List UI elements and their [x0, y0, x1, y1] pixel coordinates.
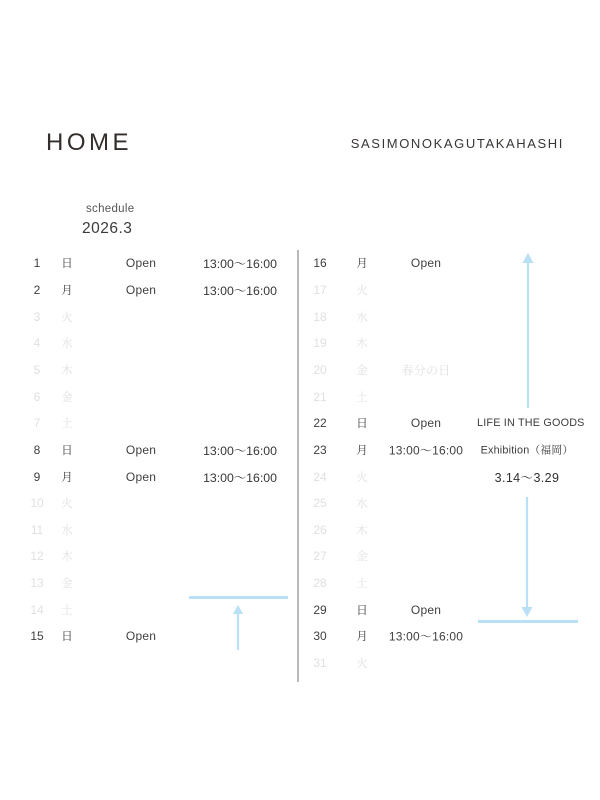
- schedule-row: [0, 410, 298, 437]
- day-number: 14: [30, 602, 44, 617]
- schedule-row: [298, 410, 600, 437]
- day-number: 15: [30, 629, 44, 644]
- time-label: 13:00〜16:00: [203, 283, 277, 298]
- schedule-label: schedule: [86, 203, 135, 215]
- time-label: 13:00〜16:00: [388, 629, 464, 644]
- weekday-label: 月: [356, 258, 368, 271]
- weekday-label: 木: [356, 338, 368, 351]
- brand-title-link[interactable]: SASIMONOKAGUTAKAHASHI: [350, 136, 564, 151]
- schedule-row: [0, 623, 298, 650]
- underline-decoration-right: [478, 620, 578, 623]
- weekday-label: 日: [356, 418, 368, 431]
- day-number: 16: [313, 256, 327, 271]
- weekday-label: 日: [356, 604, 368, 617]
- weekday-label: 火: [61, 311, 73, 324]
- day-number: 11: [30, 522, 44, 537]
- day-number: 1: [33, 256, 41, 271]
- day-number: 30: [313, 629, 327, 644]
- event-note: LIFE IN THE GOODS: [477, 417, 585, 430]
- day-number: 29: [313, 602, 327, 617]
- event-note: 3.14〜3.29: [494, 470, 560, 485]
- day-number: 31: [313, 656, 327, 671]
- underline-decoration-left: [189, 596, 288, 599]
- calendar-left-column: [0, 250, 298, 650]
- open-status: Open: [125, 256, 157, 271]
- day-number: 27: [313, 549, 327, 564]
- day-number: 3: [33, 309, 41, 324]
- arrow-up-icon: [226, 604, 250, 652]
- day-number: 8: [33, 442, 41, 457]
- day-number: 26: [313, 522, 327, 537]
- open-status: Open: [410, 416, 442, 431]
- day-number: 6: [33, 389, 41, 404]
- weekday-label: 木: [61, 364, 73, 377]
- schedule-row: [298, 490, 600, 517]
- schedule-row: [298, 650, 600, 677]
- weekday-label: 金: [61, 578, 73, 591]
- weekday-label: 水: [61, 338, 73, 351]
- open-status: Open: [125, 629, 157, 644]
- day-number: 22: [313, 416, 327, 431]
- schedule-row: [298, 570, 600, 597]
- schedule-row: [298, 437, 600, 464]
- schedule-row: [298, 250, 600, 277]
- weekday-label: 火: [61, 498, 73, 511]
- arrow-down-icon: [515, 497, 539, 619]
- calendar-right-column: [298, 250, 600, 677]
- schedule-row: [298, 517, 600, 544]
- weekday-label: 月: [61, 284, 73, 297]
- schedule-row: [0, 330, 298, 357]
- weekday-label: 木: [356, 524, 368, 537]
- weekday-label: 土: [356, 391, 368, 404]
- open-status: Open: [125, 442, 157, 457]
- weekday-label: 水: [356, 311, 368, 324]
- weekday-label: 火: [356, 658, 368, 671]
- schedule-row: [298, 277, 600, 304]
- day-number: 10: [30, 496, 44, 511]
- weekday-label: 日: [61, 258, 73, 271]
- day-number: 7: [33, 416, 41, 431]
- day-number: 12: [30, 549, 44, 564]
- schedule-row: [298, 303, 600, 330]
- day-number: 20: [313, 362, 327, 377]
- weekday-label: 火: [356, 471, 368, 484]
- event-note: Exhibition（福岡）: [480, 444, 574, 457]
- schedule-row: [0, 517, 298, 544]
- month-title: 2026.3: [82, 220, 133, 237]
- schedule-row: [298, 463, 600, 490]
- weekday-label: 金: [356, 551, 368, 564]
- day-number: 28: [313, 576, 327, 591]
- weekday-label: 月: [61, 471, 73, 484]
- weekday-label: 月: [356, 444, 368, 457]
- open-status: Open: [125, 282, 157, 297]
- schedule-row: [0, 357, 298, 384]
- schedule-row: [298, 330, 600, 357]
- weekday-label: 土: [61, 604, 73, 617]
- day-number: 23: [313, 442, 327, 457]
- weekday-label: 日: [61, 444, 73, 457]
- day-number: 5: [33, 362, 41, 377]
- time-label: 13:00〜16:00: [388, 443, 464, 458]
- day-number: 2: [33, 282, 41, 297]
- day-number: 24: [313, 469, 327, 484]
- day-number: 17: [313, 282, 327, 297]
- schedule-row: [298, 383, 600, 410]
- day-number: 4: [33, 336, 41, 351]
- day-number: 21: [313, 389, 327, 404]
- weekday-label: 水: [356, 498, 368, 511]
- arrow-up-icon: [516, 252, 540, 410]
- weekday-label: 金: [356, 364, 368, 377]
- schedule-row: [0, 250, 298, 277]
- schedule-row: [0, 570, 298, 597]
- weekday-label: 土: [356, 578, 368, 591]
- schedule-row: [0, 463, 298, 490]
- schedule-row: [298, 357, 600, 384]
- time-label: 13:00〜16:00: [203, 470, 277, 485]
- open-status: Open: [410, 602, 442, 617]
- day-number: 25: [313, 496, 327, 511]
- schedule-row: [0, 596, 298, 623]
- open-status: Open: [410, 256, 442, 271]
- schedule-row: [298, 623, 600, 650]
- schedule-row: [298, 543, 600, 570]
- time-label: 13:00〜16:00: [203, 443, 277, 458]
- open-status: Open: [125, 469, 157, 484]
- schedule-row: [0, 303, 298, 330]
- weekday-label: 金: [61, 391, 73, 404]
- day-number: 13: [30, 576, 44, 591]
- day-number: 18: [313, 309, 327, 324]
- weekday-label: 月: [356, 631, 368, 644]
- weekday-label: 火: [356, 284, 368, 297]
- weekday-label: 土: [61, 418, 73, 431]
- home-logo-link[interactable]: HOME: [46, 129, 132, 156]
- weekday-label: 木: [61, 551, 73, 564]
- schedule-row: [0, 277, 298, 304]
- day-number: 19: [313, 336, 327, 351]
- schedule-row: [0, 437, 298, 464]
- day-number: 9: [33, 469, 41, 484]
- schedule-row: [0, 383, 298, 410]
- schedule-row: [0, 490, 298, 517]
- time-label: 13:00〜16:00: [203, 257, 277, 272]
- weekday-label: 水: [61, 524, 73, 537]
- holiday-label: 春分の日: [401, 363, 451, 378]
- schedule-row: [0, 543, 298, 570]
- weekday-label: 日: [61, 631, 73, 644]
